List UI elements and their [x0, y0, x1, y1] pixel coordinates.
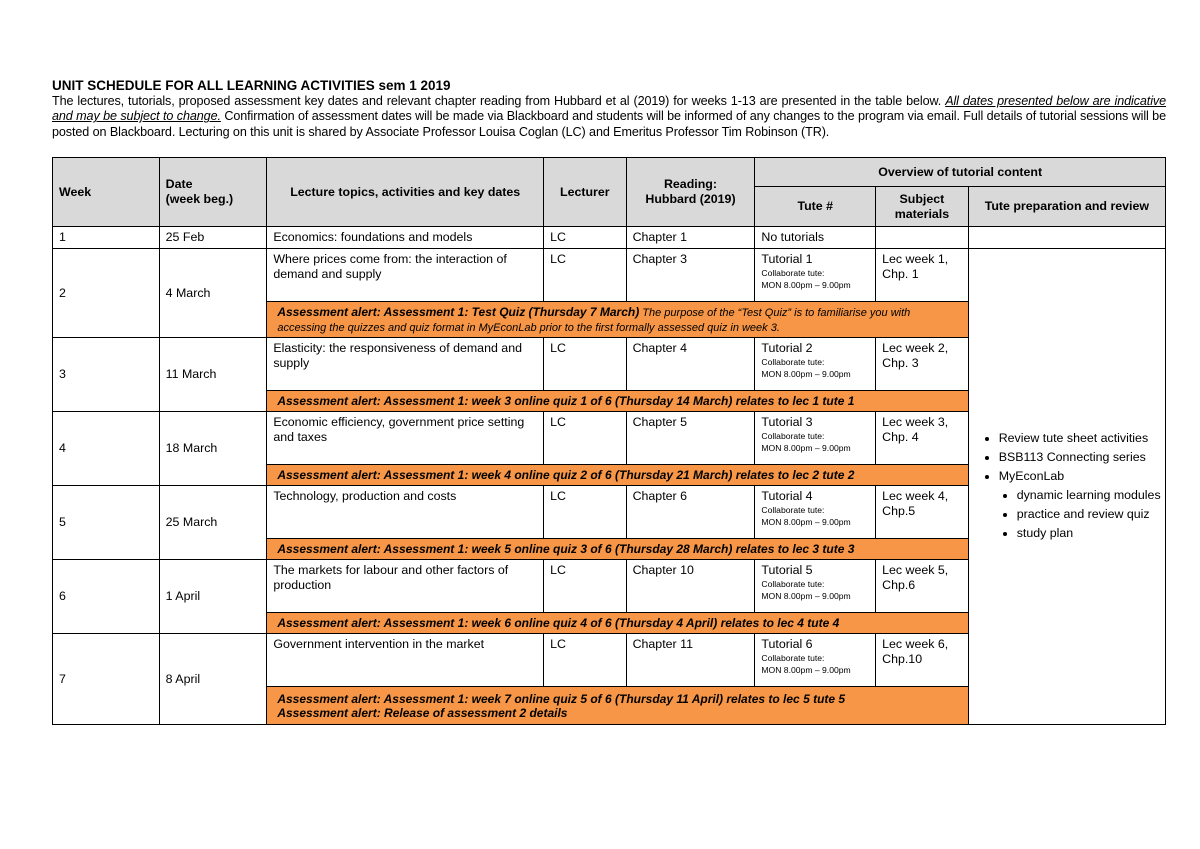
cell-topic: Economic efficiency, government price setting and taxes — [267, 412, 544, 465]
assessment-alert — [267, 687, 968, 725]
cell-tute — [755, 486, 876, 539]
collab-time: MON 8.00pm – 9.00pm — [761, 443, 851, 453]
cell-tute — [755, 412, 876, 465]
collab-time: MON 8.00pm – 9.00pm — [761, 665, 851, 675]
cell-reading: Chapter 3 — [626, 249, 755, 302]
cell-lecturer: LC — [544, 338, 627, 391]
alert-text-2: Assessment alert: Release of assessment 2 details — [277, 705, 568, 720]
intro-emphasis: All dates presented below are indicative and may be subject to change. — [52, 94, 1166, 124]
cell-week: 4 — [53, 412, 160, 486]
list-item: • practice and review quiz — [1017, 507, 1161, 522]
list-item — [999, 469, 1161, 541]
cell-week: 7 — [53, 634, 160, 725]
cell-tute — [755, 634, 876, 687]
cell-materials: Lec week 5, Chp.6 — [876, 560, 969, 613]
cell-reading: Chapter 6 — [626, 486, 755, 539]
cell-date: 25 Feb — [159, 227, 267, 249]
cell-tute — [755, 560, 876, 613]
table-row — [53, 227, 1166, 249]
document-heading — [52, 78, 1166, 140]
header-prep-review: Tute preparation and review — [968, 187, 1165, 227]
header-topics: Lecture topics, activities and key dates — [267, 158, 544, 227]
schedule-table — [52, 157, 1166, 725]
cell-materials — [876, 227, 969, 249]
alert-note: The purpose of the “Test Quiz” is to familiarise you with accessing the quizzes and quiz format in MyEconLab prior to the first formally assessed quiz in week 3. — [277, 306, 911, 334]
assessment-alert: Assessment alert: Assessment 1: week 5 online quiz 3 of 6 (Thursday 28 March) relates to lec 3 tute 3 — [267, 539, 968, 560]
header-tute-no: Tute # — [755, 187, 876, 227]
review-cell — [968, 249, 1165, 725]
cell-reading: Chapter 4 — [626, 338, 755, 391]
header-overview: Overview of tutorial content — [755, 158, 1166, 187]
assessment-alert: Assessment alert: Assessment 1: week 6 online quiz 4 of 6 (Thursday 4 April) relates to lec 4 tute 4 — [267, 613, 968, 634]
tute-label: Tutorial 4 — [761, 489, 813, 503]
tute-label: Tutorial 2 — [761, 341, 813, 355]
myeconlab-label: MyEconLab — [998, 468, 1065, 483]
cell-week: 6 — [53, 560, 160, 634]
collab-label: Collaborate tute: — [761, 653, 825, 663]
collab-label: Collaborate tute: — [761, 505, 825, 515]
assessment-alert: Assessment alert: Assessment 1: week 4 online quiz 2 of 6 (Thursday 21 March) relates to lec 2 tute 2 — [267, 465, 968, 486]
cell-materials: Lec week 3, Chp. 4 — [876, 412, 969, 465]
cell-date: 11 March — [159, 338, 267, 412]
cell-topic: Economics: foundations and models — [267, 227, 544, 249]
cell-materials: Lec week 4, Chp.5 — [876, 486, 969, 539]
assessment-alert — [267, 302, 968, 338]
cell-reading: Chapter 10 — [626, 560, 755, 613]
tute-label: Tutorial 6 — [761, 637, 813, 651]
cell-topic: The markets for labour and other factors of production — [267, 560, 544, 613]
collab-label: Collaborate tute: — [761, 431, 825, 441]
tute-label: Tutorial 1 — [761, 252, 813, 266]
cell-date: 1 April — [159, 560, 267, 634]
list-item: • Review tute sheet activities — [999, 431, 1161, 446]
cell-week: 5 — [53, 486, 160, 560]
list-item: • dynamic learning modules — [1017, 488, 1161, 503]
cell-lecturer: LC — [544, 560, 627, 613]
cell-materials: Lec week 1, Chp. 1 — [876, 249, 969, 302]
cell-tute — [755, 338, 876, 391]
collab-label: Collaborate tute: — [761, 357, 825, 367]
cell-topic: Where prices come from: the interaction of demand and supply — [267, 249, 544, 302]
cell-lecturer: LC — [544, 486, 627, 539]
cell-lecturer: LC — [544, 227, 627, 249]
list-item: • BSB113 Connecting series — [999, 450, 1161, 465]
cell-lecturer: LC — [544, 249, 627, 302]
cell-review-empty — [968, 227, 1165, 249]
cell-reading: Chapter 11 — [626, 634, 755, 687]
header-subject-materials: Subject materials — [876, 187, 969, 227]
list-item: • study plan — [1017, 526, 1161, 541]
review-list — [973, 431, 1161, 541]
collab-time: MON 8.00pm – 9.00pm — [761, 591, 851, 601]
collab-time: MON 8.00pm – 9.00pm — [761, 517, 851, 527]
cell-reading: Chapter 5 — [626, 412, 755, 465]
header-reading: Reading: Hubbard (2019) — [626, 158, 755, 227]
header-lecturer: Lecturer — [544, 158, 627, 227]
myeconlab-sublist — [999, 488, 1161, 541]
alert-text: Assessment alert: Assessment 1: week 7 online quiz 5 of 6 (Thursday 11 April) relates to lec 5 tute 5 — [277, 691, 846, 706]
header-week: Week — [53, 158, 160, 227]
table-row — [53, 249, 1166, 302]
assessment-alert: Assessment alert: Assessment 1: week 3 online quiz 1 of 6 (Thursday 14 March) relates to lec 1 tute 1 — [267, 391, 968, 412]
tute-label: Tutorial 3 — [761, 415, 813, 429]
intro-paragraph — [52, 94, 1166, 140]
collab-label: Collaborate tute: — [761, 579, 825, 589]
cell-topic: Technology, production and costs — [267, 486, 544, 539]
tute-label: Tutorial 5 — [761, 563, 813, 577]
document-title: UNIT SCHEDULE FOR ALL LEARNING ACTIVITIES sem 1 2019 — [52, 78, 451, 93]
cell-date: 8 April — [159, 634, 267, 725]
cell-tute — [755, 249, 876, 302]
cell-materials: Lec week 6, Chp.10 — [876, 634, 969, 687]
cell-date: 18 March — [159, 412, 267, 486]
cell-lecturer: LC — [544, 634, 627, 687]
cell-lecturer: LC — [544, 412, 627, 465]
collab-time: MON 8.00pm – 9.00pm — [761, 369, 851, 379]
header-date: Date (week beg.) — [159, 158, 267, 227]
cell-week: 2 — [53, 249, 160, 338]
cell-week: 1 — [53, 227, 160, 249]
intro-text-2: Confirmation of assessment dates will be made via Blackboard and students will be informed of any changes to the program via email. Full details of tutorial sessions will be posted on Blackboard. Lecturing on this unit is shared by Associate Professor Louisa Coglan (LC) and Emeritus Professor Tim Robinson (TR). — [52, 109, 1166, 139]
cell-materials: Lec week 2, Chp. 3 — [876, 338, 969, 391]
collab-label: Collaborate tute: — [761, 268, 825, 278]
cell-date: 25 March — [159, 486, 267, 560]
cell-date: 4 March — [159, 249, 267, 338]
collab-time: MON 8.00pm – 9.00pm — [761, 280, 851, 290]
cell-tute: No tutorials — [755, 227, 876, 249]
cell-week: 3 — [53, 338, 160, 412]
cell-topic: Government intervention in the market — [267, 634, 544, 687]
intro-text-1: The lectures, tutorials, proposed assessment key dates and relevant chapter reading from Hubbard et al (2019) for weeks 1-13 are presented in the table below. — [52, 94, 946, 108]
cell-reading: Chapter 1 — [626, 227, 755, 249]
cell-topic: Elasticity: the responsiveness of demand and supply — [267, 338, 544, 391]
alert-text: Assessment alert: Assessment 1: Test Quiz (Thursday 7 March) — [277, 304, 640, 319]
